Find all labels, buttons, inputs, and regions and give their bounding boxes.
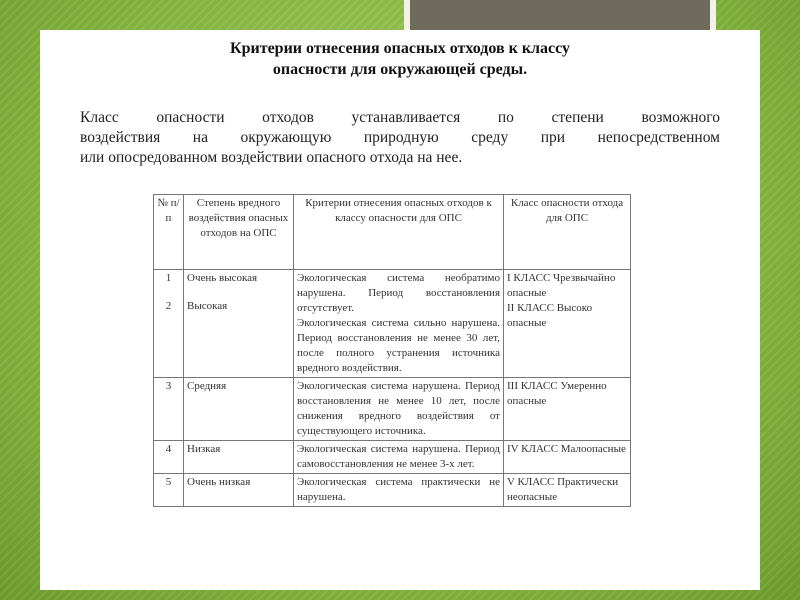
cell-num: 4 (154, 441, 184, 474)
class-1: I КЛАСС Чрезвычайно опасные (507, 272, 616, 299)
cell-class (504, 270, 631, 378)
intro-paragraph (80, 108, 720, 168)
cell-criteria: Экологическая система практически не нарушена. (294, 474, 504, 507)
cell-criteria: Экологическая система нарушена. Период восстановления не менее 10 лет, после снижения вредного воздействия от существующего источника. (294, 378, 504, 441)
table-row (154, 270, 631, 378)
table-row (154, 378, 631, 441)
cell-num: 3 (154, 378, 184, 441)
header-degree: Степень вредного воздействия опасных отходов на ОПС (184, 195, 294, 270)
table-header-row (154, 195, 631, 270)
cell-class: IV КЛАСС Малоопасные (504, 441, 631, 474)
row-num-1: 1 (165, 272, 172, 284)
cell-criteria: Экологическая система нарушена. Период самовосстановления не менее 3-х лет. (294, 441, 504, 474)
intro-line-1: Класс опасности отходов устанавливается по степени возможного (80, 109, 720, 126)
cell-degree (184, 270, 294, 378)
header-criteria: Критерии отнесения опасных отходов к классу опасности для ОПС (294, 195, 504, 270)
cell-num: 5 (154, 474, 184, 507)
title-line-1: Критерии отнесения опасных отходов к классу (229, 40, 571, 57)
cell-degree: Средняя (184, 378, 294, 441)
table-row (154, 474, 631, 507)
degree-1: Очень высокая (187, 272, 258, 284)
class-2: II КЛАСС Высоко опасные (507, 302, 593, 329)
intro-line-3: или опосредованном воздействии опасного отхода на нее. (80, 149, 463, 166)
cell-degree: Очень низкая (184, 474, 294, 507)
criteria-1: Экологическая система необратимо нарушена. Период восстановления отсутствует. (297, 272, 500, 314)
slide-title (40, 38, 760, 80)
table-row (154, 441, 631, 474)
cell-criteria (294, 270, 504, 378)
header-class: Класс опасности отхода для ОПС (504, 195, 631, 270)
row-num-2: 2 (165, 300, 172, 312)
title-line-2: опасности для окружающей среды. (272, 61, 528, 78)
intro-line-2: воздействия на окружающую природную среду при непосредственном (80, 129, 720, 146)
hazard-criteria-table (153, 194, 631, 507)
header-num: № п/п (154, 195, 184, 270)
degree-2: Высокая (187, 300, 228, 312)
cell-class: V КЛАСС Практически неопасные (504, 474, 631, 507)
criteria-2: Экологическая система сильно нарушена. Период восстановления не менее 30 лет, после полного устранения источника вредного воздействия. (297, 317, 500, 374)
cell-class: III КЛАСС Умеренно опасные (504, 378, 631, 441)
cell-num (154, 270, 184, 378)
cell-degree: Низкая (184, 441, 294, 474)
